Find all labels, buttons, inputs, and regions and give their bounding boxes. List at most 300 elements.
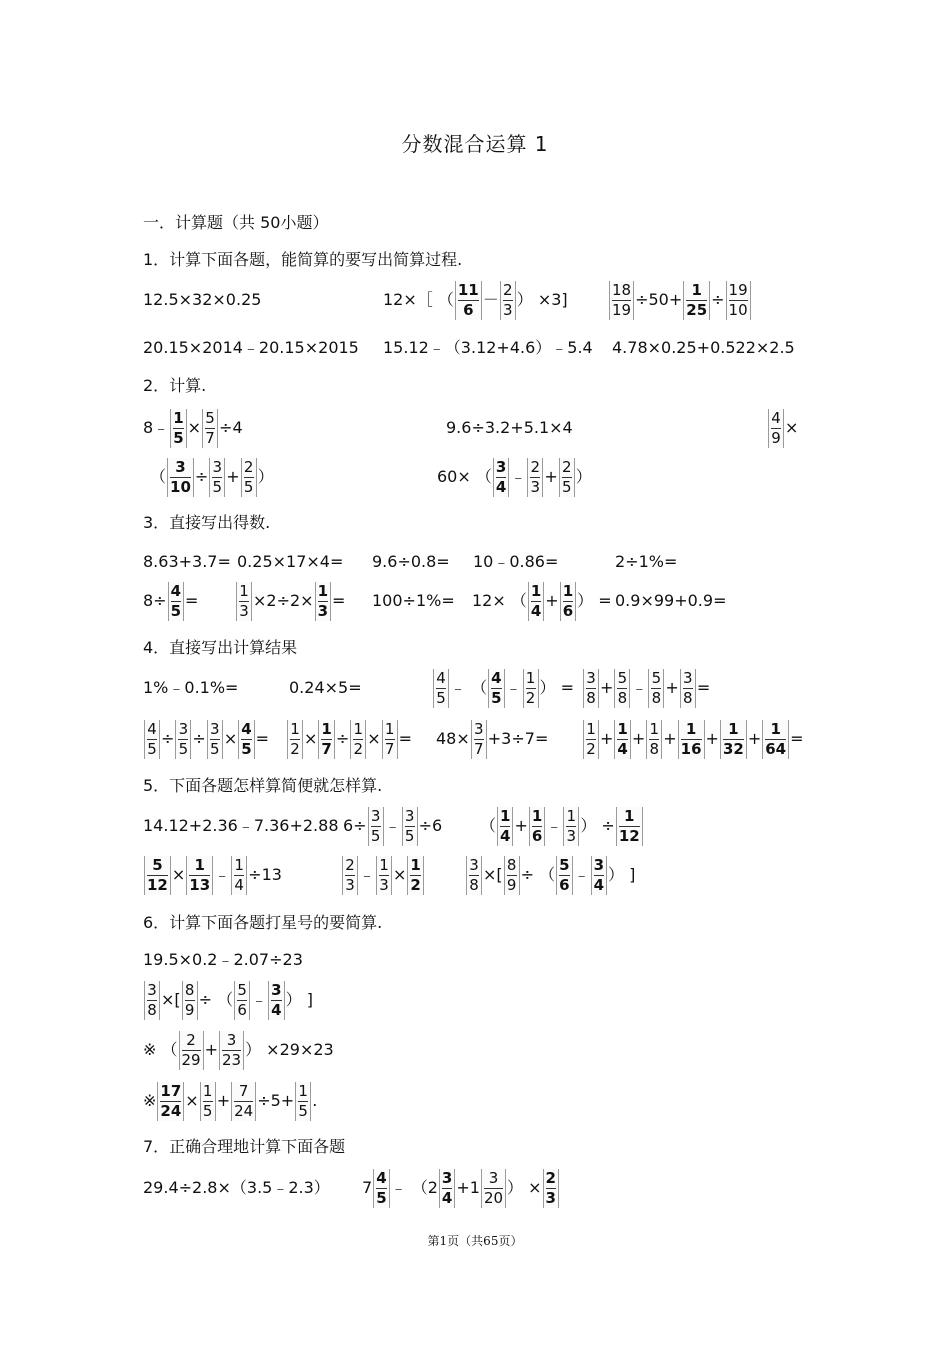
expression-text: ﹣: [505, 678, 522, 697]
math-expression: [143, 638, 297, 658]
fraction: [439, 1169, 455, 1208]
fraction: [402, 807, 418, 846]
math-expression: [582, 669, 710, 708]
expression-text: ÷ （: [520, 865, 556, 884]
fraction-numerator: 1: [617, 720, 628, 738]
expression-text: +: [545, 591, 559, 610]
fraction-numerator: 5: [651, 669, 662, 687]
fraction-denominator: 8: [683, 689, 693, 707]
fraction-denominator: 23: [222, 1051, 242, 1069]
fraction-numerator: 1: [194, 856, 205, 874]
expression-text: ×: [785, 418, 799, 437]
math-expression: [362, 1169, 560, 1208]
expression-text: 4.78×0.25+0.522×2.5: [612, 338, 795, 357]
fraction: [583, 720, 599, 759]
expression-text: ÷: [192, 729, 206, 748]
fraction-numerator: 4: [241, 720, 252, 738]
expression-text: ÷50+: [635, 290, 683, 309]
fraction-denominator: 5: [202, 1102, 213, 1120]
expression-text: 1%﹣0.1%=: [143, 678, 239, 697]
fraction-denominator: 9: [771, 429, 781, 447]
fraction-numerator: 1: [353, 720, 364, 738]
fraction-numerator: 1: [379, 856, 389, 874]
math-expression: [143, 720, 269, 759]
fraction-numerator: 1: [525, 669, 536, 687]
math-expression: [143, 1178, 330, 1198]
expression-text: ﹣: [251, 990, 268, 1009]
math-expression: [615, 552, 677, 572]
expression-text: 12.5×32×0.25: [143, 290, 262, 309]
math-expression: [473, 552, 558, 572]
math-expression: [472, 582, 612, 621]
fraction-numerator: 1: [566, 807, 577, 825]
expression-text: 3．直接写出得数.: [143, 513, 271, 532]
fraction-numerator: 1: [624, 807, 635, 825]
fraction-denominator: 5: [436, 689, 446, 707]
math-expression: [143, 290, 261, 310]
fraction: [556, 856, 572, 895]
fraction: [318, 720, 334, 759]
fraction-denominator: 5: [376, 1189, 387, 1207]
fraction-numerator: 4: [376, 1169, 387, 1187]
fraction-numerator: 1: [649, 720, 660, 738]
fraction-denominator: 4: [500, 827, 511, 845]
fraction-denominator: 64: [765, 740, 787, 758]
expression-text: ） ×29×23: [245, 1040, 334, 1059]
fraction-numerator: 1: [562, 582, 574, 600]
fraction: [157, 1082, 184, 1121]
expression-text: +: [226, 467, 240, 486]
fraction: [295, 1082, 311, 1121]
expression-text: =: [696, 678, 711, 697]
fraction-numerator: 2: [502, 281, 513, 299]
expression-text: +: [631, 729, 646, 748]
expression-text: +1: [456, 1178, 480, 1197]
expression-text: 9.6÷3.2+5.1×4: [446, 418, 573, 437]
expression-text: －: [482, 290, 499, 309]
fraction: [236, 582, 252, 621]
expression-text: ×: [367, 729, 381, 748]
expression-text: ×: [393, 865, 407, 884]
expression-text: +: [747, 729, 762, 748]
fraction: [646, 720, 662, 759]
fraction-denominator: 2: [586, 740, 596, 758]
math-expression: [383, 338, 593, 358]
fraction-numerator: 1: [410, 856, 421, 874]
fraction-denominator: 5: [491, 689, 502, 707]
fraction-denominator: 24: [160, 1102, 182, 1120]
fraction-denominator: 3: [317, 602, 329, 620]
fraction-numerator: 1: [770, 720, 781, 738]
fraction-numerator: 3: [488, 1169, 499, 1187]
fraction: [523, 669, 539, 708]
fraction-numerator: 1: [500, 807, 511, 825]
math-expression: [343, 807, 442, 846]
fraction: [497, 807, 513, 846]
expression-text: ※ （: [143, 1040, 178, 1059]
expression-text: ） ]: [285, 990, 313, 1009]
fraction-numerator: 3: [404, 807, 415, 825]
fraction: [616, 807, 643, 846]
expression-text: 一．计算题（共 50小题）: [143, 213, 329, 232]
expression-text: 7: [362, 1178, 373, 1197]
expression-text: 0.24×5=: [289, 678, 362, 697]
fraction-numerator: 1: [202, 1082, 213, 1100]
math-expression: [446, 418, 573, 438]
expression-text: （: [480, 816, 497, 835]
expression-text: 10﹣0.86=: [473, 552, 559, 571]
fraction-numerator: 2: [530, 458, 541, 476]
expression-text: ×: [223, 729, 238, 748]
fraction-numerator: 1: [298, 1082, 308, 1100]
expression-text: +: [665, 678, 679, 697]
expression-text: ） =: [577, 591, 612, 610]
math-expression: [143, 513, 270, 533]
fraction-denominator: 12: [147, 876, 168, 894]
math-expression: [143, 552, 231, 572]
expression-text: ） ×3]: [516, 290, 568, 309]
expression-text: 20.15×2014﹣20.15×2015: [143, 338, 359, 357]
fraction-denominator: 10: [728, 301, 748, 319]
fraction-numerator: 1: [530, 582, 542, 600]
expression-text: 100÷1%=: [372, 591, 455, 610]
expression-text: +: [663, 729, 677, 748]
expression-text: ÷6: [418, 816, 443, 835]
expression-text: 8÷: [143, 591, 167, 610]
expression-text: ÷13: [248, 865, 282, 884]
fraction: [648, 669, 664, 708]
expression-text: =: [255, 729, 270, 748]
fraction-denominator: 4: [495, 478, 507, 496]
expression-text: 6÷: [343, 816, 367, 835]
fraction-denominator: 5: [243, 478, 254, 496]
fraction-denominator: 32: [722, 740, 744, 758]
fraction-denominator: 3: [345, 876, 355, 894]
expression-text: ﹣ （: [450, 678, 488, 697]
fraction-numerator: 11: [457, 281, 479, 299]
fraction: [167, 458, 194, 497]
fraction: [481, 1169, 506, 1208]
expression-text: +: [216, 1091, 231, 1110]
expression-text: ） ×: [507, 1178, 542, 1197]
expression-text: 14.12+2.36﹣7.36+2.88: [143, 816, 339, 835]
fraction-numerator: 3: [469, 856, 479, 874]
fraction-denominator: 5: [147, 740, 157, 758]
expression-text: 60× （: [437, 467, 492, 486]
fraction: [768, 409, 784, 448]
fraction: [231, 856, 247, 895]
expression-text: +3÷7=: [487, 729, 549, 748]
fraction-numerator: 8: [506, 856, 517, 874]
fraction-numerator: 1: [239, 582, 249, 600]
fraction-denominator: 16: [680, 740, 702, 758]
expression-text: =: [185, 591, 199, 610]
fraction-denominator: 3: [502, 301, 513, 319]
expression-text: 12×［ （: [383, 290, 454, 309]
expression-text: 0.25×17×4=: [237, 552, 344, 571]
expression-text: ）: [257, 467, 274, 486]
fraction: [287, 720, 303, 759]
fraction-denominator: 7: [473, 740, 484, 758]
math-expression: [150, 458, 274, 497]
fraction-numerator: 3: [473, 720, 484, 738]
fraction-denominator: 5: [404, 827, 415, 845]
math-expression: [383, 281, 568, 320]
fraction: [591, 856, 607, 895]
expression-text: 12× （: [472, 591, 527, 610]
fraction-denominator: 3: [566, 827, 577, 845]
fraction-numerator: 4: [170, 582, 182, 600]
fraction: [315, 582, 331, 621]
fraction: [186, 856, 213, 895]
fraction-denominator: 6: [559, 876, 570, 894]
fraction-denominator: 24: [234, 1102, 254, 1120]
fraction-numerator: 3: [147, 981, 157, 999]
fraction-numerator: 1: [173, 409, 184, 427]
fraction-denominator: 4: [234, 876, 244, 894]
fraction: [207, 720, 223, 759]
fraction-denominator: 5: [241, 740, 252, 758]
expression-text: .: [312, 1091, 318, 1110]
fraction: [543, 1169, 559, 1208]
fraction-denominator: 8: [469, 876, 479, 894]
fraction-denominator: 5: [212, 478, 223, 496]
fraction-denominator: 4: [593, 876, 605, 894]
fraction: [614, 669, 630, 708]
fraction-numerator: 1: [321, 720, 332, 738]
expression-text: ﹣: [384, 816, 401, 835]
math-expression: [432, 669, 574, 708]
fraction-numerator: 5: [205, 409, 215, 427]
fraction-numerator: 19: [728, 281, 748, 299]
fraction-denominator: 8: [147, 1001, 157, 1019]
math-expression: [143, 856, 282, 895]
math-expression: [372, 591, 455, 611]
fraction-numerator: 4: [771, 409, 781, 427]
expression-text: =: [790, 729, 804, 748]
expression-text: ÷: [711, 290, 725, 309]
fraction-denominator: 4: [530, 602, 542, 620]
fraction-denominator: 25: [686, 301, 708, 319]
fraction: [493, 458, 509, 497]
expression-text: ﹣ （2: [390, 1178, 438, 1197]
fraction-denominator: 9: [506, 876, 517, 894]
fraction-denominator: 5: [210, 740, 220, 758]
math-expression: [582, 720, 804, 759]
math-expression: [286, 720, 412, 759]
fraction-denominator: 4: [617, 740, 628, 758]
fraction-numerator: 1: [691, 281, 702, 299]
math-expression: [237, 552, 343, 572]
fraction: [219, 1031, 244, 1070]
expression-text: +: [600, 729, 614, 748]
expression-text: ×: [171, 865, 186, 884]
math-expression: [289, 678, 362, 698]
expression-text: 8.63+3.7=: [143, 552, 231, 571]
expression-text: 8﹣: [143, 418, 170, 437]
fraction: [342, 856, 358, 895]
expression-text: +: [514, 816, 528, 835]
fraction: [231, 1082, 256, 1121]
fraction-denominator: 5: [173, 429, 184, 447]
fraction: [762, 720, 789, 759]
fraction-denominator: 7: [205, 429, 215, 447]
fraction-denominator: 7: [321, 740, 332, 758]
fraction: [144, 856, 171, 895]
expression-text: ×: [304, 729, 318, 748]
fraction-numerator: 2: [561, 458, 572, 476]
fraction: [209, 458, 225, 497]
fraction: [170, 409, 186, 448]
math-expression: [143, 250, 462, 270]
fraction-denominator: 5: [170, 602, 182, 620]
fraction: [350, 720, 366, 759]
fraction: [368, 807, 384, 846]
math-expression: [372, 552, 450, 572]
fraction: [563, 807, 579, 846]
fraction-denominator: 5: [370, 827, 381, 845]
fraction-denominator: 2: [353, 740, 364, 758]
fraction: [726, 281, 751, 320]
fraction-denominator: 10: [170, 478, 191, 496]
math-expression: [465, 856, 635, 895]
expression-text: ÷: [194, 467, 209, 486]
fraction-numerator: 2: [345, 856, 355, 874]
fraction-numerator: 4: [147, 720, 157, 738]
fraction-numerator: 7: [238, 1082, 249, 1100]
fraction-denominator: 6: [531, 827, 543, 845]
expression-text: ） ]: [608, 865, 636, 884]
math-expression: [767, 409, 798, 448]
math-expression: [143, 1137, 345, 1157]
fraction-numerator: 5: [237, 981, 247, 999]
fraction: [680, 669, 696, 708]
math-expression: [612, 338, 795, 358]
fraction-denominator: 6: [463, 301, 474, 319]
expression-text: 2．计算.: [143, 376, 207, 395]
expression-text: ﹣: [573, 865, 590, 884]
fraction: [504, 856, 520, 895]
fraction: [234, 981, 250, 1020]
fraction-numerator: 3: [271, 981, 282, 999]
fraction: [407, 856, 423, 895]
math-expression: [608, 281, 752, 320]
expression-text: +: [705, 729, 719, 748]
math-expression: [143, 816, 339, 836]
fraction-denominator: 2: [410, 876, 421, 894]
fraction: [241, 458, 257, 497]
fraction-numerator: 3: [370, 807, 381, 825]
fraction-numerator: 2: [243, 458, 254, 476]
fraction-numerator: 18: [612, 281, 632, 299]
fraction-numerator: 3: [226, 1031, 237, 1049]
expression-text: ﹣: [546, 816, 563, 835]
fraction: [433, 669, 449, 708]
fraction-numerator: 4: [491, 669, 502, 687]
fraction: [471, 720, 487, 759]
expression-text: ×[: [161, 990, 181, 1009]
fraction: [583, 669, 599, 708]
expression-text: ×[: [483, 865, 503, 884]
fraction-denominator: 3: [545, 1189, 556, 1207]
math-expression: [143, 981, 313, 1020]
fraction-denominator: 3: [379, 876, 389, 894]
math-expression: [143, 409, 243, 448]
math-expression: [143, 338, 359, 358]
fraction-denominator: 5: [298, 1102, 308, 1120]
expression-text: 29.4÷2.8×（3.5﹣2.3）: [143, 1178, 330, 1197]
fraction-denominator: 13: [189, 876, 211, 894]
fraction-denominator: 9: [184, 1001, 195, 1019]
expression-text: ×: [185, 1091, 199, 1110]
fraction: [238, 720, 254, 759]
math-expression: [143, 678, 238, 698]
fraction-numerator: 3: [586, 669, 596, 687]
fraction-denominator: 20: [483, 1189, 504, 1207]
fraction: [466, 856, 482, 895]
fraction: [529, 807, 545, 846]
expression-text: +: [204, 1040, 218, 1059]
fraction-numerator: 1: [586, 720, 596, 738]
fraction-denominator: 6: [562, 602, 574, 620]
fraction-denominator: 8: [649, 740, 660, 758]
expression-text: ÷5+: [257, 1091, 295, 1110]
expression-text: 15.12﹣（3.12+4.6）﹣5.4: [383, 338, 593, 357]
fraction-numerator: 3: [683, 669, 693, 687]
fraction: [488, 669, 504, 708]
fraction: [560, 582, 576, 621]
fraction: [527, 458, 543, 497]
fraction-numerator: 1: [234, 856, 244, 874]
expression-text: ÷: [161, 729, 175, 748]
fraction: [144, 720, 160, 759]
expression-text: ） ÷: [580, 816, 615, 835]
expression-text: ÷: [335, 729, 350, 748]
math-expression: [235, 582, 345, 621]
expression-text: ﹣: [631, 678, 648, 697]
expression-text: +: [600, 678, 614, 697]
expression-text: ÷ （: [198, 990, 234, 1009]
fraction-numerator: 3: [441, 1169, 453, 1187]
expression-text: ※: [143, 1091, 157, 1110]
fraction: [268, 981, 284, 1020]
expression-text: =: [398, 729, 413, 748]
fraction-denominator: 3: [239, 602, 249, 620]
expression-text: 19.5×0.2﹣2.07÷23: [143, 950, 303, 969]
fraction-numerator: 2: [545, 1169, 556, 1187]
math-expression: [143, 1031, 334, 1070]
fraction: [720, 720, 747, 759]
expression-text: ×: [187, 418, 202, 437]
fraction-denominator: 2: [290, 740, 300, 758]
fraction-denominator: 12: [618, 827, 640, 845]
expression-text: ×2÷2×: [253, 591, 314, 610]
fraction-numerator: 5: [617, 669, 628, 687]
math-expression: [615, 591, 726, 611]
fraction-denominator: 5: [561, 478, 572, 496]
fraction-numerator: 1: [685, 720, 697, 738]
fraction-numerator: 17: [160, 1082, 182, 1100]
fraction-numerator: 1: [531, 807, 543, 825]
math-expression: [341, 856, 425, 895]
fraction-numerator: 2: [186, 1031, 196, 1049]
math-expression: [437, 458, 592, 497]
fraction-numerator: 8: [184, 981, 195, 999]
expression-text: 9.6÷0.8=: [372, 552, 450, 571]
expression-text: 2÷1%=: [615, 552, 678, 571]
expression-text: ÷4: [219, 418, 243, 437]
math-expression: [143, 776, 382, 796]
